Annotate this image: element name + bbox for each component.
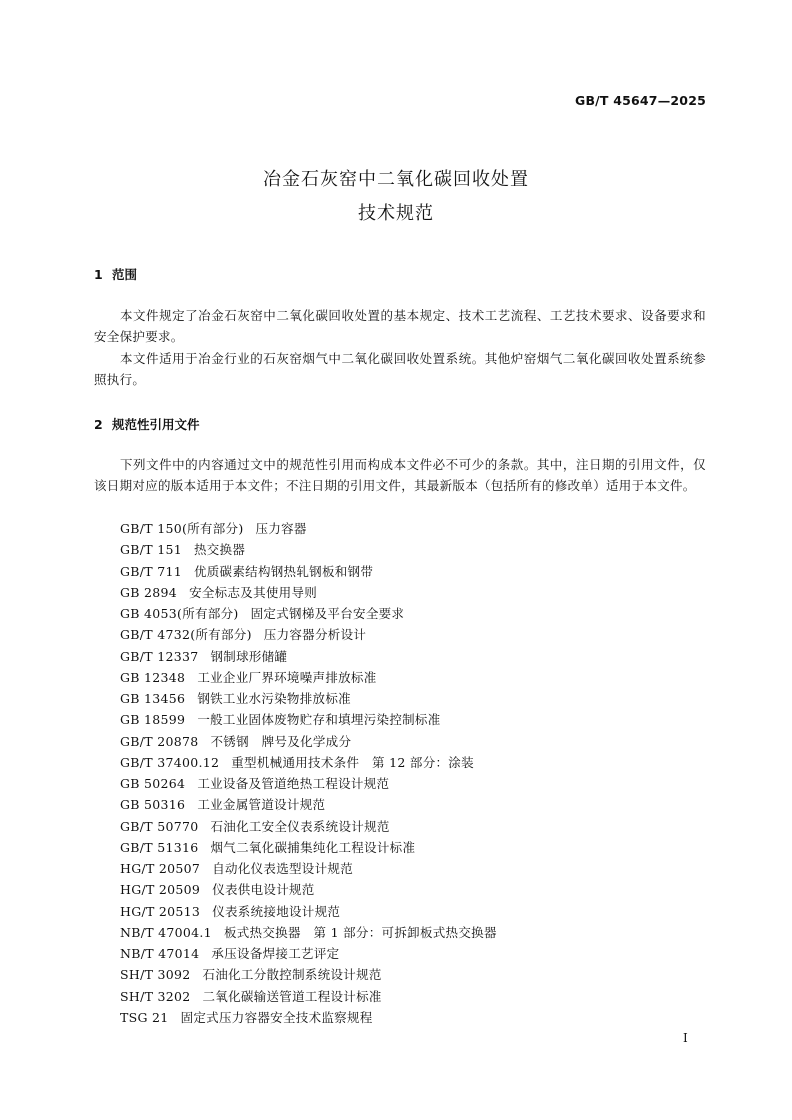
reference-code: GB/T 4732(所有部分) <box>120 627 252 643</box>
scope-paragraph-1: 本文件规定了冶金石灰窑中二氧化碳回收处置的基本规定、技术工艺流程、工艺技术要求、设备要求和安全保护要求。 <box>94 308 706 344</box>
reference-code: HG/T 20509 <box>120 882 201 898</box>
reference-title: 承压设备焊接工艺评定 <box>211 946 340 961</box>
reference-item <box>120 582 497 603</box>
reference-item <box>120 688 497 709</box>
reference-item <box>120 773 497 794</box>
reference-item <box>120 709 497 730</box>
reference-title: 固定式钢梯及平台安全要求 <box>250 606 405 621</box>
reference-title: 压力容器 <box>255 521 307 536</box>
reference-item <box>120 837 497 858</box>
reference-code: GB 2894 <box>120 584 178 600</box>
reference-item <box>120 603 497 624</box>
reference-code: GB 50316 <box>120 797 186 813</box>
reference-code: GB/T 20878 <box>120 733 199 749</box>
reference-title: 工业金属管道设计规范 <box>197 797 326 813</box>
reference-title: 重型机械通用技术条件 第 12 部分：涂装 <box>231 754 474 770</box>
reference-title: 烟气二氧化碳捕集纯化工程设计标准 <box>210 839 416 855</box>
reference-item <box>120 731 497 752</box>
reference-item <box>120 667 497 688</box>
section-number: 1 <box>94 267 103 282</box>
reference-title: 钢制球形储罐 <box>210 648 288 664</box>
reference-title: 钢铁工业水污染物排放标准 <box>197 691 351 706</box>
reference-title: 固定式压力容器安全技术监察规程 <box>180 1009 373 1025</box>
references-intro-paragraph: 下列文件中的内容通过文中的规范性引用而构成本文件必不可少的条款。其中，注日期的引用文件，仅该日期对应的版本适用于本文件；不注日期的引用文件，其最新版本（包括所有的修改单）适用于本文件。 <box>94 457 706 493</box>
normative-references-list <box>120 518 497 1028</box>
section-2-heading <box>94 415 200 433</box>
reference-title: 二氧化碳输送管道工程设计标准 <box>202 988 382 1004</box>
reference-title: 一般工业固体废物贮存和填埋污染控制标准 <box>197 712 441 728</box>
reference-title: 板式热交换器 第 1 部分：可拆卸板式热交换器 <box>223 924 497 940</box>
reference-item <box>120 943 497 964</box>
reference-code: NB/T 47014 <box>120 946 200 961</box>
reference-item <box>120 964 497 985</box>
reference-code: NB/T 47004.1 <box>120 924 212 940</box>
reference-item <box>120 539 497 560</box>
reference-code: GB 18599 <box>120 712 186 728</box>
reference-item <box>120 561 497 582</box>
reference-code: GB/T 151 <box>120 542 182 558</box>
reference-code: GB/T 12337 <box>120 648 199 664</box>
reference-code: SH/T 3202 <box>120 988 191 1004</box>
reference-code: TSG 21 <box>120 1009 169 1025</box>
reference-item <box>120 879 497 900</box>
reference-title: 石油化工安全仪表系统设计规范 <box>210 818 390 834</box>
page-number: I <box>683 1031 688 1045</box>
reference-title: 优质碳素结构钢热轧钢板和钢带 <box>193 563 374 579</box>
reference-code: SH/T 3092 <box>120 967 191 983</box>
reference-title: 石油化工分散控制系统设计规范 <box>202 967 382 983</box>
document-title: 冶金石灰窑中二氧化碳回收处置 <box>263 169 529 190</box>
reference-code: GB/T 37400.12 <box>120 754 220 770</box>
reference-item <box>120 816 497 837</box>
reference-item <box>120 986 497 1007</box>
reference-item <box>120 752 497 773</box>
reference-code: HG/T 20507 <box>120 861 201 876</box>
reference-code: GB/T 711 <box>120 563 182 579</box>
reference-code: GB 12348 <box>120 669 186 685</box>
reference-title: 自动化仪表选型设计规范 <box>212 861 353 876</box>
scope-paragraph-2: 本文件适用于冶金行业的石灰窑烟气中二氧化碳回收处置系统。其他炉窑烟气二氧化碳回收处置系统参照执行。 <box>94 351 706 387</box>
reference-item <box>120 646 497 667</box>
reference-code: GB/T 51316 <box>120 839 199 855</box>
reference-title: 不锈钢 牌号及化学成分 <box>210 733 352 749</box>
reference-code: HG/T 20513 <box>120 903 201 919</box>
reference-title: 压力容器分析设计 <box>263 627 367 643</box>
reference-item <box>120 858 497 879</box>
reference-item <box>120 624 497 645</box>
standard-number: GB/T 45647—2025 <box>574 93 706 108</box>
reference-title: 工业设备及管道绝热工程设计规范 <box>197 776 390 791</box>
reference-item <box>120 794 497 815</box>
reference-item <box>120 518 497 539</box>
reference-item <box>120 1007 497 1028</box>
reference-code: GB 50264 <box>120 776 186 791</box>
reference-title: 工业企业厂界环境噪声排放标准 <box>197 669 377 685</box>
reference-title: 仪表系统接地设计规范 <box>212 903 341 919</box>
reference-code: GB/T 50770 <box>120 818 199 834</box>
reference-code: GB 4053(所有部分) <box>120 606 239 621</box>
section-title: 规范性引用文件 <box>112 417 200 432</box>
document-subtitle: 技术规范 <box>358 203 434 224</box>
reference-title: 仪表供电设计规范 <box>212 882 315 898</box>
reference-item <box>120 922 497 943</box>
section-1-heading <box>94 265 137 283</box>
section-number: 2 <box>94 417 103 432</box>
reference-code: GB 13456 <box>120 691 186 706</box>
section-title: 范围 <box>112 267 138 282</box>
reference-title: 热交换器 <box>193 542 246 558</box>
reference-code: GB/T 150(所有部分) <box>120 521 244 536</box>
reference-item <box>120 901 497 922</box>
reference-title: 安全标志及其使用导则 <box>189 584 318 600</box>
